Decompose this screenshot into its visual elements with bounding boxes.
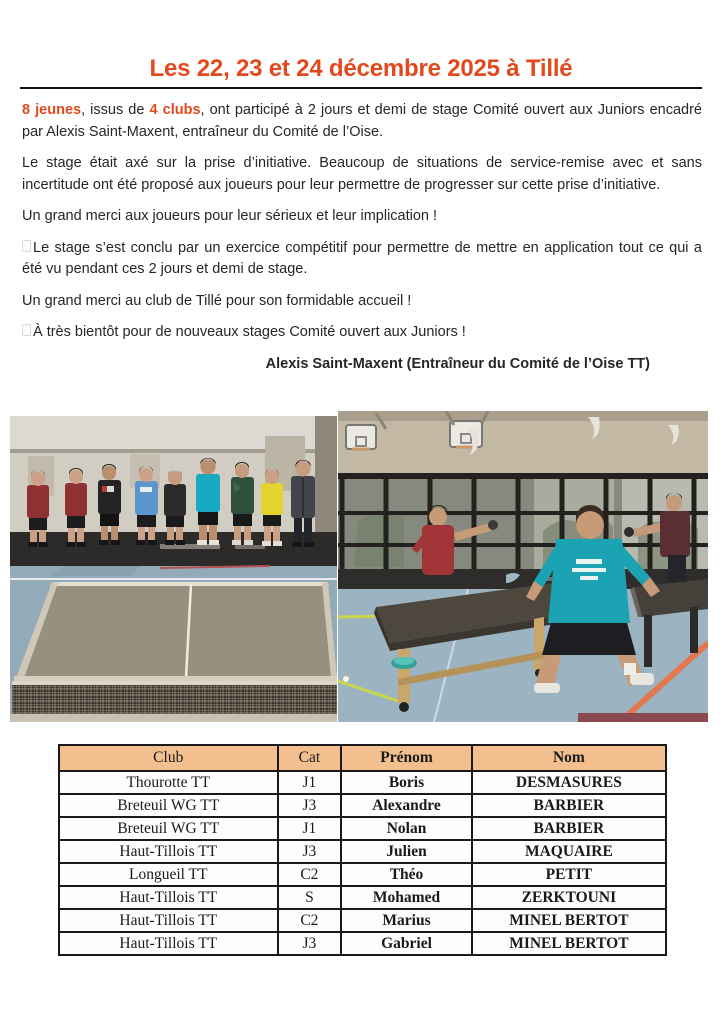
- cell-club: Haut-Tillois TT: [59, 932, 278, 955]
- cell-cat: C2: [278, 909, 342, 932]
- table-row: [59, 909, 666, 932]
- table-row: [59, 771, 666, 794]
- header-prenom: Prénom: [341, 745, 472, 771]
- cell-club: Breteuil WG TT: [59, 817, 278, 840]
- cell-cat: S: [278, 886, 342, 909]
- intro-clubs: 4 clubs: [149, 102, 201, 118]
- title-block: [20, 54, 702, 89]
- cell-club: Haut-Tillois TT: [59, 840, 278, 863]
- table-row: [59, 817, 666, 840]
- cell-cat: J3: [278, 932, 342, 955]
- cell-nom: BARBIER: [472, 794, 666, 817]
- paragraph-see-you: [22, 322, 702, 344]
- cell-nom: ZERKTOUNI: [472, 886, 666, 909]
- cell-cat: J1: [278, 817, 342, 840]
- cell-cat: C2: [278, 863, 342, 886]
- practice-photo-drawing: [338, 411, 708, 722]
- roster-header-row: [59, 745, 666, 771]
- table-row: [59, 886, 666, 909]
- cell-prenom: Mohamed: [341, 886, 472, 909]
- cell-nom: PETIT: [472, 863, 666, 886]
- cell-prenom: Boris: [341, 771, 472, 794]
- intro-count: 8 jeunes: [22, 102, 82, 118]
- header-club: Club: [59, 745, 278, 771]
- paragraph-thanks-club: Un grand merci au club de Tillé pour son formidable accueil !: [22, 292, 412, 309]
- header-cat: Cat: [278, 745, 342, 771]
- page-title: Les 22, 23 et 24 décembre 2025 à Tillé: [149, 55, 573, 82]
- table-row: [59, 863, 666, 886]
- cell-nom: DESMASURES: [472, 771, 666, 794]
- cell-prenom: Nolan: [341, 817, 472, 840]
- intro-rest: , ont participé à 2 jours et demi de stage Comité ouvert aux Juniors encadré par Alexis Saint-Maxent, entraîneur du Comité de l’Oise.: [22, 102, 702, 140]
- paragraph-conclusion: [22, 238, 702, 281]
- missing-glyph-box: [22, 324, 31, 336]
- header-nom: Nom: [472, 745, 666, 771]
- paragraph-see-you-text: À très bientôt pour de nouveaux stages Comité ouvert aux Juniors !: [33, 324, 466, 340]
- paragraph-initiative: Le stage était axé sur la prise d’initiative. Beaucoup de situations de service-remise avec et sans incertitude ont été proposé aux joueurs pour leur permettre de progresser sur cette prise d’initiative.: [22, 155, 702, 193]
- cell-prenom: Alexandre: [341, 794, 472, 817]
- intro-paragraph: [22, 100, 702, 143]
- cell-nom: MINEL BERTOT: [472, 932, 666, 955]
- intro-mid: , issus de: [81, 102, 150, 118]
- cell-club: Haut-Tillois TT: [59, 886, 278, 909]
- table-row: [59, 840, 666, 863]
- cell-club: Thourotte TT: [59, 771, 278, 794]
- cell-club: Haut-Tillois TT: [59, 909, 278, 932]
- signature-line: Alexis Saint-Maxent (Entraîneur du Comité de l’Oise TT): [265, 355, 650, 372]
- cell-cat: J1: [278, 771, 342, 794]
- cell-nom: BARBIER: [472, 817, 666, 840]
- missing-glyph-box: [22, 240, 31, 252]
- cell-cat: J3: [278, 794, 342, 817]
- practice-photo: [338, 411, 708, 722]
- table-row: [59, 794, 666, 817]
- cell-prenom: Gabriel: [341, 932, 472, 955]
- paragraph-thanks-players: Un grand merci aux joueurs pour leur sérieux et leur implication !: [22, 208, 438, 224]
- cell-prenom: Théo: [341, 863, 472, 886]
- paragraph-conclusion-text: Le stage s’est conclu par un exercice compétitif pour permettre de mettre en application tout ce qui a été vu pendant ces 2 jours et demi de stage.: [22, 239, 702, 277]
- cell-nom: MAQUAIRE: [472, 840, 666, 863]
- cell-nom: MINEL BERTOT: [472, 909, 666, 932]
- cell-club: Breteuil WG TT: [59, 794, 278, 817]
- roster-table: [58, 744, 667, 956]
- cell-prenom: Julien: [341, 840, 472, 863]
- table-row: [59, 932, 666, 955]
- group-photo: [10, 416, 337, 722]
- cell-club: Longueil TT: [59, 863, 278, 886]
- cell-prenom: Marius: [341, 909, 472, 932]
- body-text: [22, 100, 702, 375]
- group-photo-drawing: [10, 416, 337, 722]
- cell-cat: J3: [278, 840, 342, 863]
